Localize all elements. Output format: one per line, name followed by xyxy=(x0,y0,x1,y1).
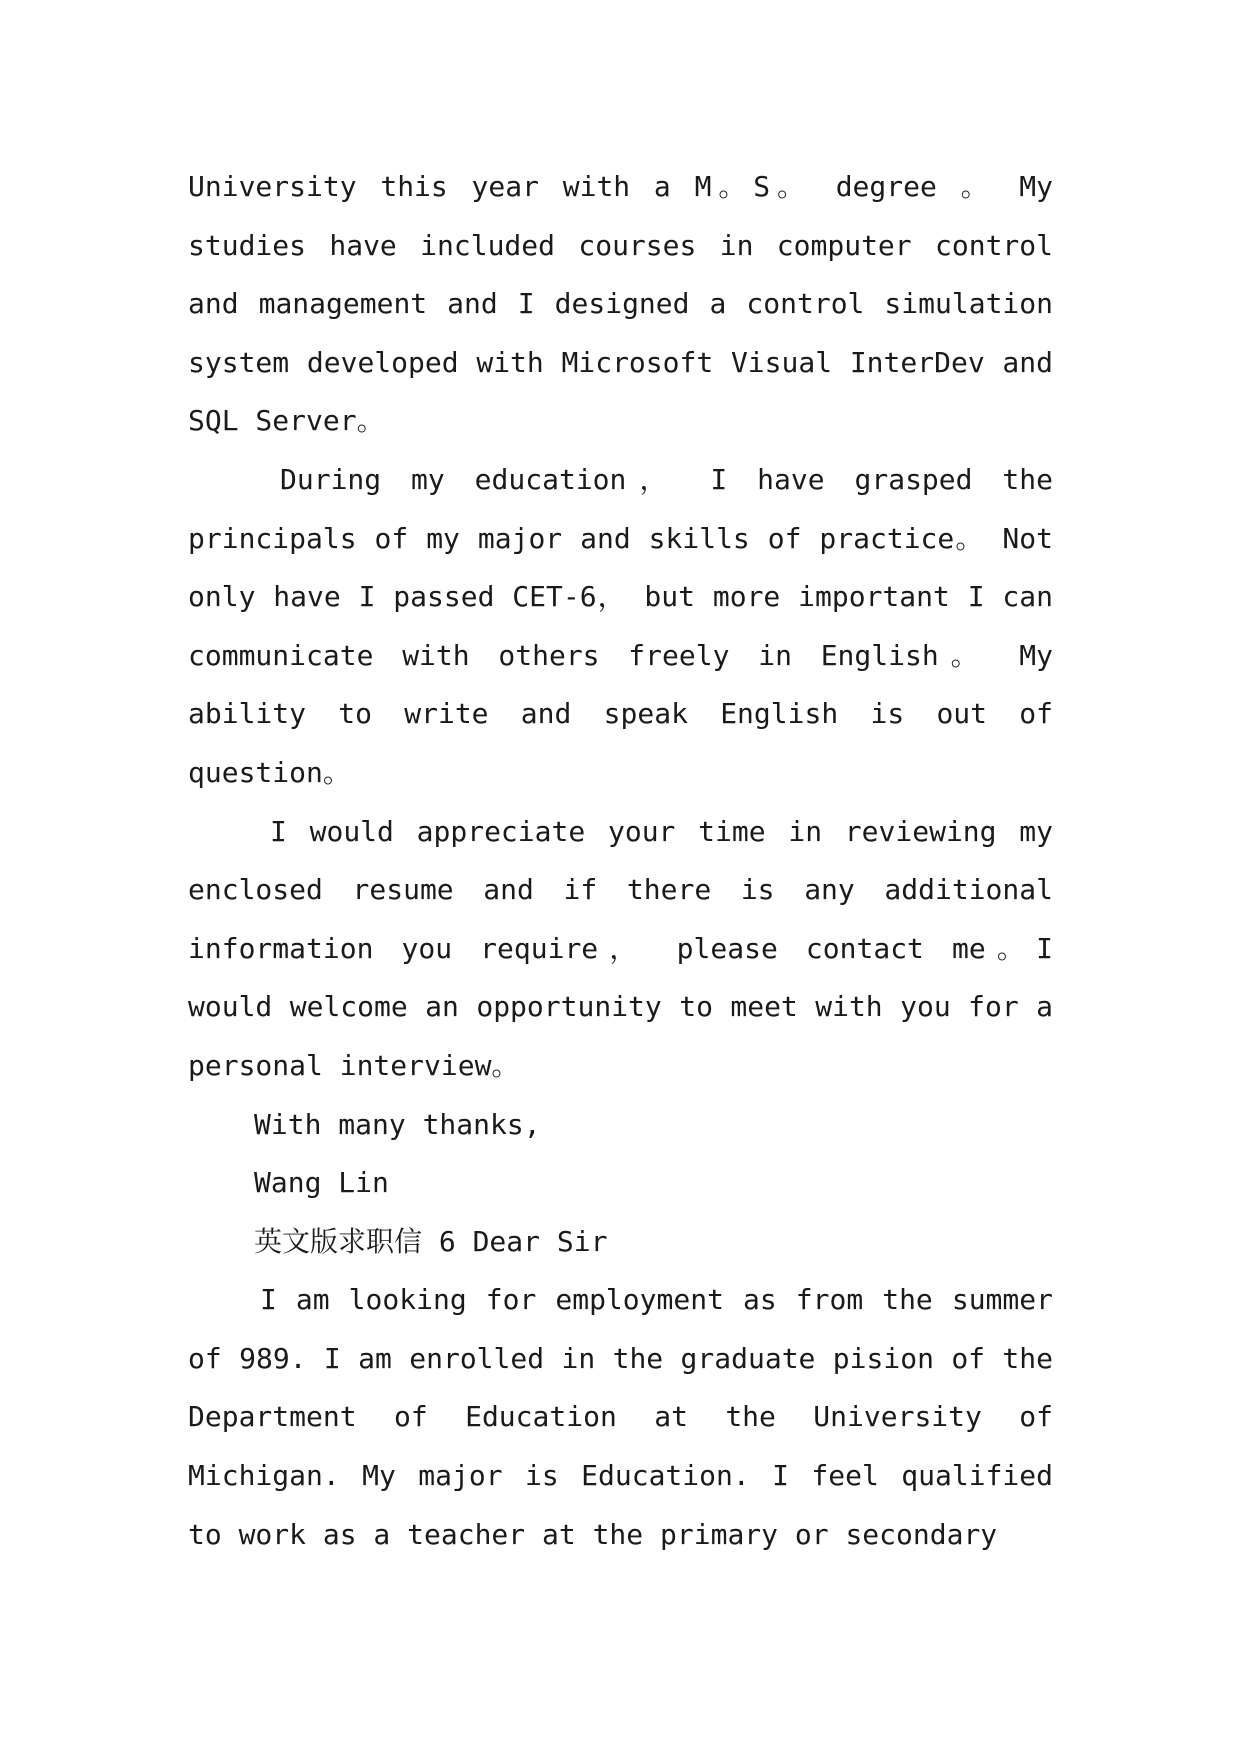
next-letter-heading: 英文版求职信 6 Dear Sir xyxy=(254,1224,608,1258)
letter-body xyxy=(188,158,1053,1564)
paragraph-degree: University this year with a M。S。 degree 。 My studies have included courses in computer control and management and I designed a control simulation system developed with Microsoft Visual InterDev and SQL Server。 xyxy=(188,170,1053,438)
paragraph-education: During my education， I have grasped the principals of my major and skills of practice。 Not only have I passed CET-6， but more important I can communicate with others freely in English。 My ability to write and speak English is out of question。 xyxy=(188,462,1053,789)
closing-line: With many thanks, xyxy=(254,1107,541,1141)
signature-name: Wang Lin xyxy=(254,1166,389,1200)
paragraph-appreciation: I would appreciate your time in reviewing my enclosed resume and if there is any additional information you require， please contact me。I would welcome an opportunity to meet with you for a personal interview。 xyxy=(188,814,1053,1082)
paragraph-employment: I am looking for employment as from the summer of 989. I am enrolled in the graduate pision of the Department of Education at the University of Michigan. My major is Education. I feel qualified to work as a teacher at the primary or secondary xyxy=(188,1283,1053,1551)
